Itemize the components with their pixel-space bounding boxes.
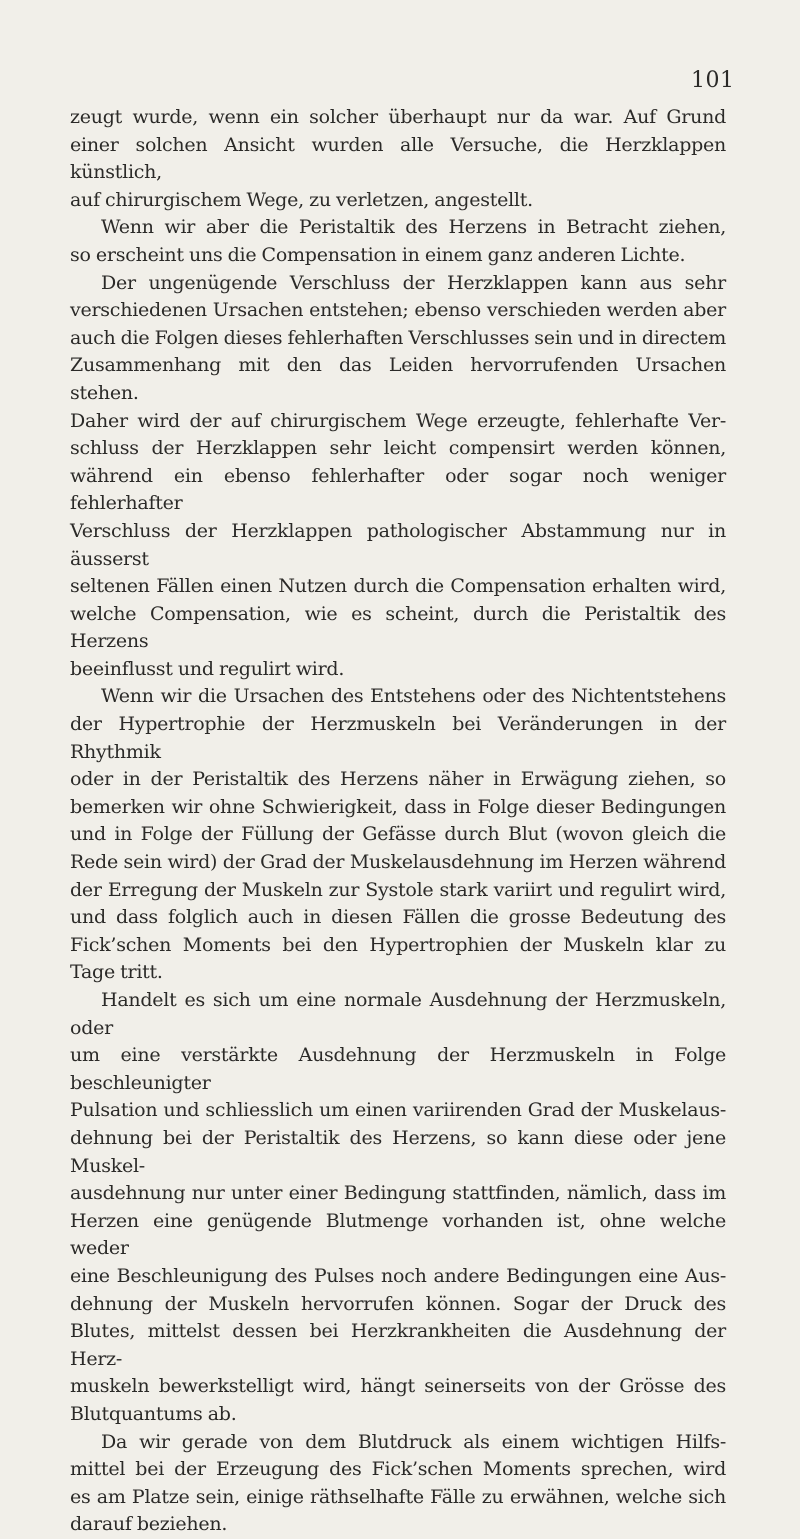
text-line: Daher wird der auf chirurgischem Wege erzeugte, fehlerhafte Ver- xyxy=(70,409,726,432)
text-line: Tage tritt. xyxy=(70,961,163,984)
text-line: Handelt es sich um eine normale Ausdehnung der Herzmuskeln, oder xyxy=(70,989,726,1039)
text-line: muskeln bewerkstelligt wird, hängt seinerseits von der Grösse des xyxy=(70,1375,726,1398)
text-line: Verschluss der Herzklappen pathologischer Abstammung nur in äusserst xyxy=(70,519,726,570)
text-line: zeugt wurde, wenn ein solcher überhaupt nur da war. Auf Grund xyxy=(70,106,726,128)
text-line: Pulsation und schliesslich um einen variirenden Grad der Muskelaus- xyxy=(70,1099,726,1122)
text-line: Zusammenhang mit den das Leiden hervorrufenden Ursachen stehen. xyxy=(70,354,726,404)
text-line: Blutes, mittelst dessen bei Herzkrankheiten die Ausdehnung der Herz- xyxy=(70,1320,726,1370)
text-line: und in Folge der Füllung der Gefässe durch Blut (wovon gleich die xyxy=(70,823,726,846)
text-line: der Erregung der Muskeln zur Systole stark variirt und regulirt wird, xyxy=(70,878,726,901)
text-line: oder in der Peristaltik des Herzens näher in Erwägung ziehen, so xyxy=(70,768,726,791)
text-line: bemerken wir ohne Schwierigkeit, dass in Folge dieser Bedingungen xyxy=(70,795,726,818)
text-line: schluss der Herzklappen sehr leicht compensirt werden können, xyxy=(70,437,726,460)
text-line: eine Beschleunigung des Pulses noch andere Bedingungen eine Aus- xyxy=(70,1264,726,1287)
text-line: Da wir gerade von dem Blutdruck als einem wichtigen Hilfs- xyxy=(101,1430,726,1453)
text-line: der Hypertrophie der Herzmuskeln bei Veränderungen in der Rhythmik xyxy=(70,713,726,763)
text-line: seltenen Fällen einen Nutzen durch die Compensation erhalten wird, xyxy=(70,575,726,598)
text-line: welche Compensation, wie es scheint, durch die Peristaltik des Herzens xyxy=(70,602,726,653)
text-line: Wenn wir die Ursachen des Entstehens oder des Nichtentstehens xyxy=(101,685,726,708)
text-line: es am Platze sein, einige räthselhafte Fälle zu erwähnen, welche sich xyxy=(70,1485,726,1508)
text-line: darauf beziehen. xyxy=(70,1513,228,1536)
text-line: und dass folglich auch in diesen Fällen die grosse Bedeutung des xyxy=(70,906,726,929)
text-line: Blutquantums ab. xyxy=(70,1402,237,1425)
text-line: dehnung bei der Peristaltik des Herzens, so kann diese oder jene Muskel- xyxy=(70,1126,726,1177)
paragraph-3 xyxy=(70,270,726,684)
text-line: während ein ebenso fehlerhafter oder sogar noch weniger fehlerhafter xyxy=(70,464,726,515)
page-number: 101 xyxy=(691,68,735,93)
paragraph-1 xyxy=(70,104,726,214)
text-line: so erscheint uns die Compensation in einem ganz anderen Lichte. xyxy=(70,243,686,266)
text-line: einer solchen Ansicht wurden alle Versuche, die Herzklappen künstlich, xyxy=(70,133,726,184)
text-line: Fick’schen Moments bei den Hypertrophien der Muskeln klar zu xyxy=(70,933,726,956)
text-line: um eine verstärkte Ausdehnung der Herzmuskeln in Folge beschleunigter xyxy=(70,1044,726,1094)
text-line: mittel bei der Erzeugung des Fick’schen Moments sprechen, wird xyxy=(70,1458,726,1481)
text-line: auf chirurgischem Wege, zu verletzen, angestellt. xyxy=(70,188,533,211)
text-line: ausdehnung nur unter einer Bedingung stattfinden, nämlich, dass im xyxy=(70,1182,726,1205)
text-line: dehnung der Muskeln hervorrufen können. Sogar der Druck des xyxy=(70,1292,726,1315)
paragraph-4 xyxy=(70,683,726,987)
text-line: Wenn wir aber die Peristaltik des Herzens in Betracht ziehen, xyxy=(101,216,726,239)
paragraph-5 xyxy=(70,987,726,1429)
paragraph-6 xyxy=(70,1429,726,1539)
text-line: beeinflusst und regulirt wird. xyxy=(70,657,345,680)
text-line: Rede sein wird) der Grad der Muskelausdehnung im Herzen während xyxy=(70,851,726,874)
text-line: verschiedenen Ursachen entstehen; ebenso verschieden werden aber xyxy=(70,299,726,322)
paragraph-2 xyxy=(70,214,726,269)
body-text xyxy=(70,104,726,1539)
text-line: Der ungenügende Verschluss der Herzklappen kann aus sehr xyxy=(101,271,726,294)
text-line: Herzen eine genügende Blutmenge vorhanden ist, ohne welche weder xyxy=(70,1209,726,1260)
text-line: auch die Folgen dieses fehlerhaften Verschlusses sein und in directem xyxy=(70,326,726,349)
